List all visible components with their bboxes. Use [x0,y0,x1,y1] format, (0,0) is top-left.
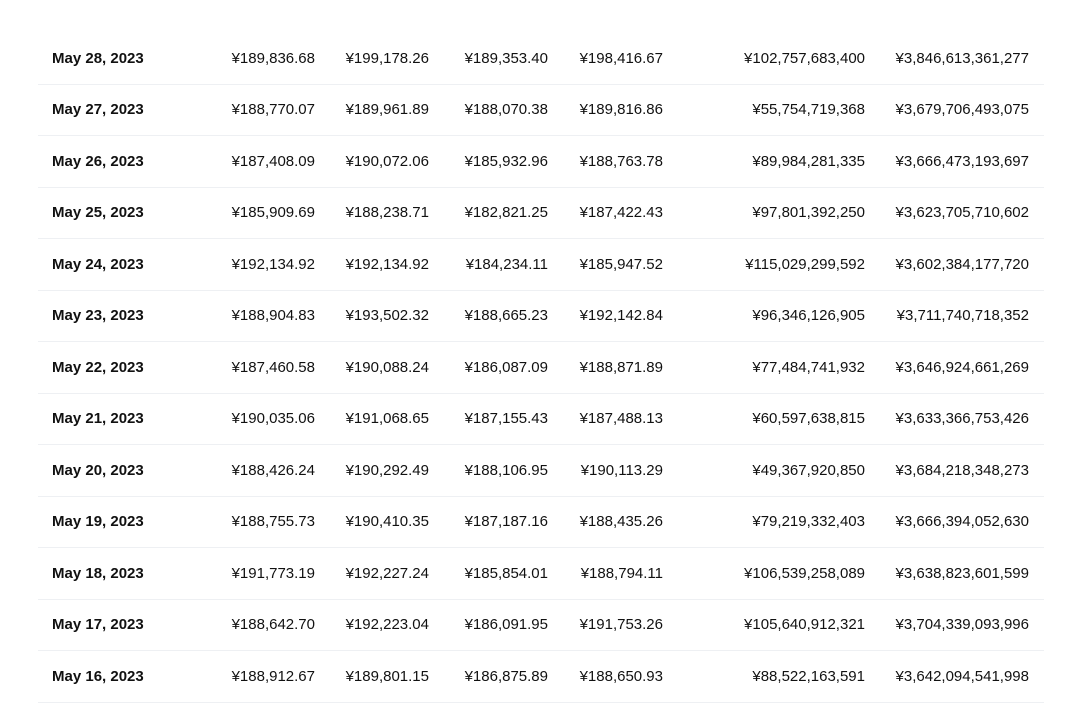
volume-cell: ¥115,029,299,592 [745,255,865,273]
low-cell: ¥188,070.38 [464,101,548,119]
table-row [38,291,1044,343]
volume-cell: ¥55,754,719,368 [752,101,865,119]
low-cell: ¥185,854.01 [464,564,548,582]
close-cell: ¥198,416.67 [579,49,663,67]
table-row [38,600,1044,652]
market-cap-cell: ¥3,602,384,177,720 [895,255,1029,273]
market-cap-cell: ¥3,704,339,093,996 [895,616,1029,634]
date-cell: May 26, 2023 [52,152,144,170]
volume-cell: ¥102,757,683,400 [744,49,865,67]
date-cell: May 28, 2023 [52,49,144,67]
open-cell: ¥191,773.19 [231,564,315,582]
market-cap-cell: ¥3,684,218,348,273 [895,461,1029,479]
low-cell: ¥186,087.09 [464,358,548,376]
market-cap-cell: ¥3,846,613,361,277 [895,49,1029,67]
date-cell: May 22, 2023 [52,358,144,376]
open-cell: ¥188,770.07 [231,101,315,119]
table-row [38,85,1044,137]
close-cell: ¥188,650.93 [579,667,663,685]
low-cell: ¥184,234.11 [465,255,548,273]
low-cell: ¥186,875.89 [464,667,548,685]
high-cell: ¥190,292.49 [345,461,429,479]
open-cell: ¥185,909.69 [231,204,315,222]
high-cell: ¥190,088.24 [345,358,429,376]
table-row [38,394,1044,446]
volume-cell: ¥106,539,258,089 [744,564,865,582]
date-cell: May 24, 2023 [52,255,144,273]
historical-data-table [38,33,1044,703]
open-cell: ¥188,912.67 [231,667,315,685]
high-cell: ¥192,134.92 [345,255,429,273]
low-cell: ¥188,106.95 [464,461,548,479]
low-cell: ¥185,932.96 [464,152,548,170]
market-cap-cell: ¥3,633,366,753,426 [895,410,1029,428]
open-cell: ¥188,904.83 [231,307,315,325]
volume-cell: ¥79,219,332,403 [752,513,865,531]
high-cell: ¥189,961.89 [345,101,429,119]
high-cell: ¥190,410.35 [345,513,429,531]
open-cell: ¥192,134.92 [231,255,315,273]
high-cell: ¥193,502.32 [345,307,429,325]
date-cell: May 16, 2023 [52,667,144,685]
date-cell: May 27, 2023 [52,101,144,119]
market-cap-cell: ¥3,642,094,541,998 [895,667,1029,685]
table-row [38,651,1044,703]
table-row [38,497,1044,549]
volume-cell: ¥105,640,912,321 [744,616,865,634]
market-cap-cell: ¥3,679,706,493,075 [895,101,1029,119]
low-cell: ¥188,665.23 [464,307,548,325]
high-cell: ¥192,227.24 [345,564,429,582]
high-cell: ¥192,223.04 [345,616,429,634]
high-cell: ¥189,801.15 [345,667,429,685]
market-cap-cell: ¥3,623,705,710,602 [895,204,1029,222]
close-cell: ¥190,113.29 [580,461,663,479]
high-cell: ¥191,068.65 [345,410,429,428]
table-row [38,548,1044,600]
open-cell: ¥190,035.06 [231,410,315,428]
market-cap-cell: ¥3,646,924,661,269 [895,358,1029,376]
date-cell: May 23, 2023 [52,307,144,325]
close-cell: ¥188,871.89 [579,358,663,376]
date-cell: May 25, 2023 [52,204,144,222]
market-cap-cell: ¥3,666,394,052,630 [895,513,1029,531]
low-cell: ¥189,353.40 [464,49,548,67]
low-cell: ¥186,091.95 [464,616,548,634]
open-cell: ¥188,755.73 [231,513,315,531]
high-cell: ¥190,072.06 [345,152,429,170]
high-cell: ¥199,178.26 [345,49,429,67]
table-row [38,136,1044,188]
open-cell: ¥187,408.09 [231,152,315,170]
open-cell: ¥187,460.58 [231,358,315,376]
open-cell: ¥188,642.70 [231,616,315,634]
date-cell: May 18, 2023 [52,564,144,582]
close-cell: ¥188,794.11 [580,564,663,582]
low-cell: ¥187,187.16 [464,513,548,531]
volume-cell: ¥49,367,920,850 [752,461,865,479]
close-cell: ¥188,763.78 [579,152,663,170]
close-cell: ¥185,947.52 [579,255,663,273]
date-cell: May 19, 2023 [52,513,144,531]
market-cap-cell: ¥3,638,823,601,599 [895,564,1029,582]
close-cell: ¥187,488.13 [579,410,663,428]
low-cell: ¥187,155.43 [464,410,548,428]
date-cell: May 21, 2023 [52,410,144,428]
close-cell: ¥189,816.86 [579,101,663,119]
volume-cell: ¥97,801,392,250 [752,204,865,222]
table-row [38,188,1044,240]
low-cell: ¥182,821.25 [464,204,548,222]
table-row [38,239,1044,291]
volume-cell: ¥88,522,163,591 [752,667,865,685]
volume-cell: ¥96,346,126,905 [752,307,865,325]
close-cell: ¥191,753.26 [579,616,663,634]
table-row [38,445,1044,497]
close-cell: ¥187,422.43 [579,204,663,222]
volume-cell: ¥77,484,741,932 [752,358,865,376]
date-cell: May 17, 2023 [52,616,144,634]
volume-cell: ¥60,597,638,815 [752,410,865,428]
open-cell: ¥188,426.24 [231,461,315,479]
table-row [38,342,1044,394]
market-cap-cell: ¥3,711,740,718,352 [896,307,1029,325]
volume-cell: ¥89,984,281,335 [752,152,865,170]
high-cell: ¥188,238.71 [345,204,429,222]
date-cell: May 20, 2023 [52,461,144,479]
close-cell: ¥192,142.84 [579,307,663,325]
close-cell: ¥188,435.26 [579,513,663,531]
market-cap-cell: ¥3,666,473,193,697 [895,152,1029,170]
table-row [38,33,1044,85]
open-cell: ¥189,836.68 [231,49,315,67]
